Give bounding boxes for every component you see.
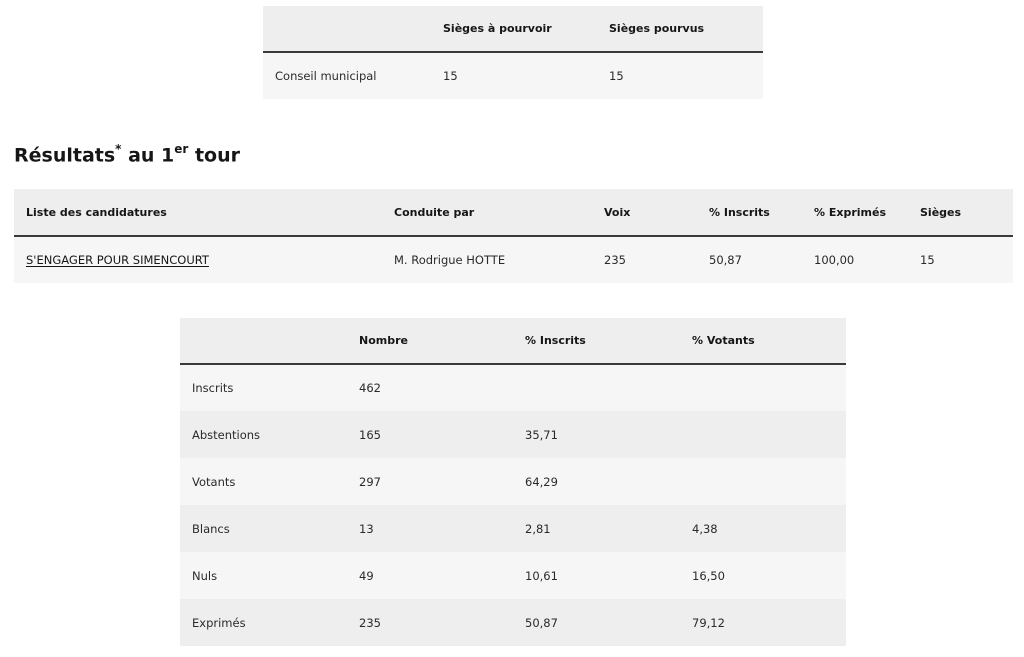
count-cell: 13 [359,521,374,536]
results-heading-text: Résultats [14,144,116,167]
pct-expressed-cell: 100,00 [814,253,855,267]
pct-registered-cell: 50,87 [709,253,742,267]
results-header-seats: Sièges [920,205,962,219]
row-label: Nuls [192,568,218,583]
results-header-list: Liste des candidatures [26,205,167,219]
seats-header-filled: Sièges pourvus [609,22,705,35]
results-header-lead: Conduite par [394,205,475,219]
results-heading-tour: tour [188,144,240,167]
seats-body-label: Conseil municipal [275,69,377,83]
table-row [180,552,846,599]
results-heading-asterisk: * [115,142,122,156]
results-header-pct-expressed: % Exprimés [814,205,886,219]
pct-voters-cell: 79,12 [692,615,725,630]
row-label: Inscrits [192,381,234,395]
count-cell: 235 [359,615,381,630]
pct-registered-cell: 35,71 [525,427,558,442]
seats-header-to-fill: Sièges à pourvoir [443,22,552,35]
seats-filled-value: 15 [609,69,624,83]
table-row [180,505,846,552]
candidate-list-link[interactable]: S'ENGAGER POUR SIMENCOURT [26,253,209,267]
participation-header-blank [180,318,347,364]
pct-registered-cell: 2,81 [525,521,551,536]
table-row [14,236,1013,283]
participation-header-count: Nombre [359,334,408,347]
seats-header-blank [263,6,431,52]
row-label: Votants [192,474,236,489]
count-cell: 297 [359,474,381,489]
pct-voters-cell [680,458,846,505]
table-row [180,599,846,646]
count-cell: 462 [359,381,381,395]
seats-header-row [263,6,763,52]
lead-cell: M. Rodrigue HOTTE [394,253,506,267]
pct-voters-cell: 4,38 [692,521,718,536]
results-header-votes: Voix [604,205,631,219]
row-label: Abstentions [192,427,261,442]
table-row [180,411,846,458]
results-heading-ordinal: er [174,142,189,156]
row-label: Blancs [192,521,230,536]
pct-registered-cell: 64,29 [525,474,558,489]
pct-registered-cell [513,364,680,411]
results-heading [14,143,240,166]
count-cell: 165 [359,427,381,442]
seats-cell: 15 [920,253,935,267]
results-heading-round: au 1 [121,144,175,167]
table-row [180,364,846,411]
participation-header-pct-registered: % Inscrits [525,334,586,347]
pct-registered-cell: 10,61 [525,568,558,583]
pct-voters-cell [680,411,846,458]
count-cell: 49 [359,568,374,583]
row-label: Exprimés [192,615,246,630]
pct-registered-cell: 50,87 [525,615,558,630]
participation-header-pct-voters: % Votants [692,334,755,347]
participation-table [180,318,846,646]
table-row [180,458,846,505]
results-table [14,189,1013,283]
seats-to-fill-value: 15 [443,69,458,83]
pct-voters-cell [680,364,846,411]
seats-table [263,6,763,99]
results-header-pct-registered: % Inscrits [709,205,770,219]
participation-header-row [180,318,846,364]
results-header-row [14,189,1013,236]
votes-cell: 235 [604,253,626,267]
list-cell [14,236,382,283]
table-row [263,52,763,99]
pct-voters-cell: 16,50 [692,568,725,583]
